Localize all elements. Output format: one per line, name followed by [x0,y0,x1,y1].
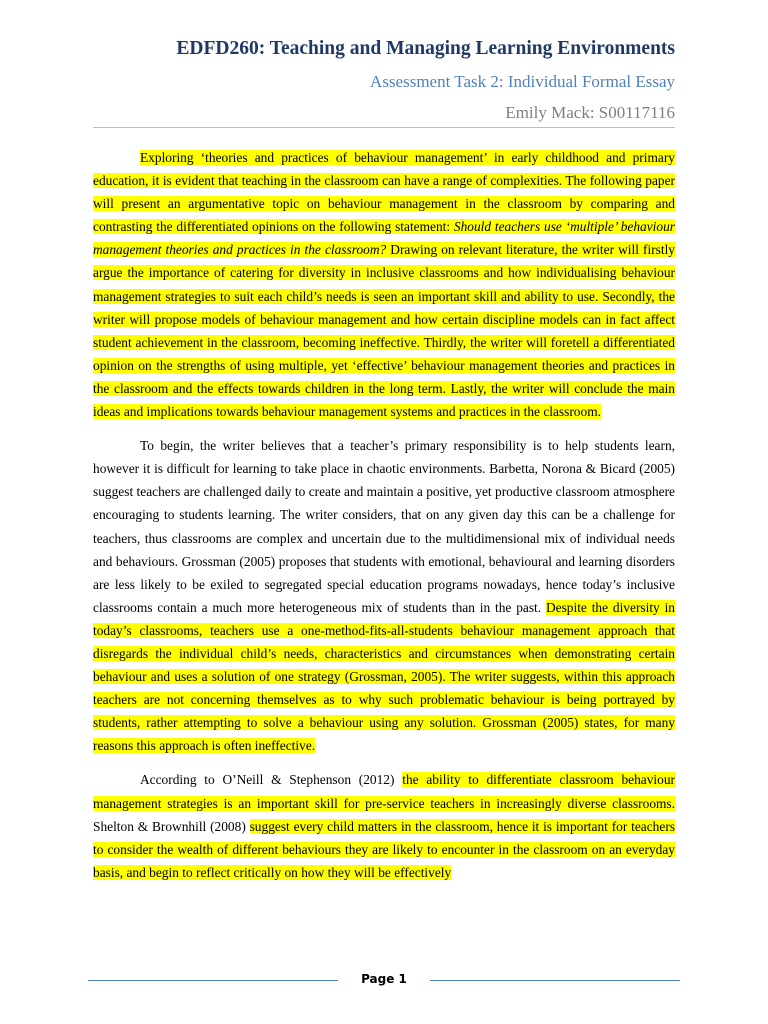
research-question: Should teachers use ‘multiple’ behaviour management theories and practices in the classroom? [93,219,675,258]
page-number: Page 1 [361,972,407,986]
essay-body [93,146,675,895]
paragraph-introduction [93,146,675,423]
highlight [93,150,675,419]
paragraph-diversity [93,434,675,757]
course-title: EDFD260: Teaching and Managing Learning Environments [176,38,675,59]
assessment-subtitle: Assessment Task 2: Individual Formal Essay [370,72,675,91]
highlight: Despite the diversity in today’s classrooms, teachers use a one-method-fits-all-students behaviour management approach that disregards the individual child’s needs, characteristics and circumstances when demonstrating certain behaviour and uses a solution of one strategy (Grossman, 2005). The writer suggests, within this approach teachers are not concerning themselves as to why such problematic behaviour is being portrayed by students, rather attempting to solve a behaviour using any solution. Grossman (2005) states, for many reasons this approach is often ineffective. [93,599,675,754]
text-run: To begin, the writer believes that a teacher’s primary responsibility is to help students learn, however it is difficult for learning to take place in chaotic environments. Barbetta, Norona & Bicard (2005) suggest teachers are challenged daily to create and maintain a positive, yet productive classroom atmosphere encouraging to students learning. The writer considers, that on any given day this can be a challenge for teachers, thus classrooms are complex and uncertain due to the multidimensional mix of individual needs and behaviours. Grossman (2005) proposes that students with emotional, behavioural and learning disorders are less likely to be exiled to segregated special education programs nowadays, hence today’s inclusive classrooms contain a much more heterogeneous mix of students than in the past. [93,438,675,615]
text-run: Exploring ‘theories and practices of behaviour management’ in early childhood and primary education, it is evident that teaching in the classroom can have a range of complexities. The following paper will present an argumentative topic on behaviour management in the classroom by comparing and contrasting the differentiated opinions on the following statement: [93,150,675,235]
footer-rule-right [430,980,680,981]
paragraph-differentiation [93,768,675,883]
text-run: According to O’Neill & Stephenson (2012) [140,772,403,788]
footer-rule-left [88,980,338,981]
author-line: Emily Mack: S00117116 [505,103,675,122]
highlight: suggest every child matters in the classroom, hence it is important for teachers to consider the wealth of different behaviours they are likely to encounter in the classroom on an everyday basis, and begin to reflect critically on how they will be effectively [93,818,675,880]
header-rule [93,127,675,128]
text-run: Drawing on relevant literature, the writer will firstly argue the importance of catering for diversity in inclusive classrooms and how individualising behaviour management strategies to suit each child’s needs is seen an important skill and ability to use. Secondly, the writer will propose models of behaviour management and how certain discipline models can in fact affect student achievement in the classroom, becoming ineffective. Thirdly, the writer will foretell a differentiated opinion on the strengths of using multiple, yet ‘effective’ behaviour management theories and practices in the classroom and the effects towards children in the long term. Lastly, the writer will conclude the main ideas and implications towards behaviour management systems and practices in the classroom. [93,242,675,420]
highlight: the ability to differentiate classroom behaviour management strategies is an important skill for pre-service teachers in increasingly diverse classrooms. [93,772,675,811]
text-run: Shelton & Brownhill (2008) [93,818,250,834]
